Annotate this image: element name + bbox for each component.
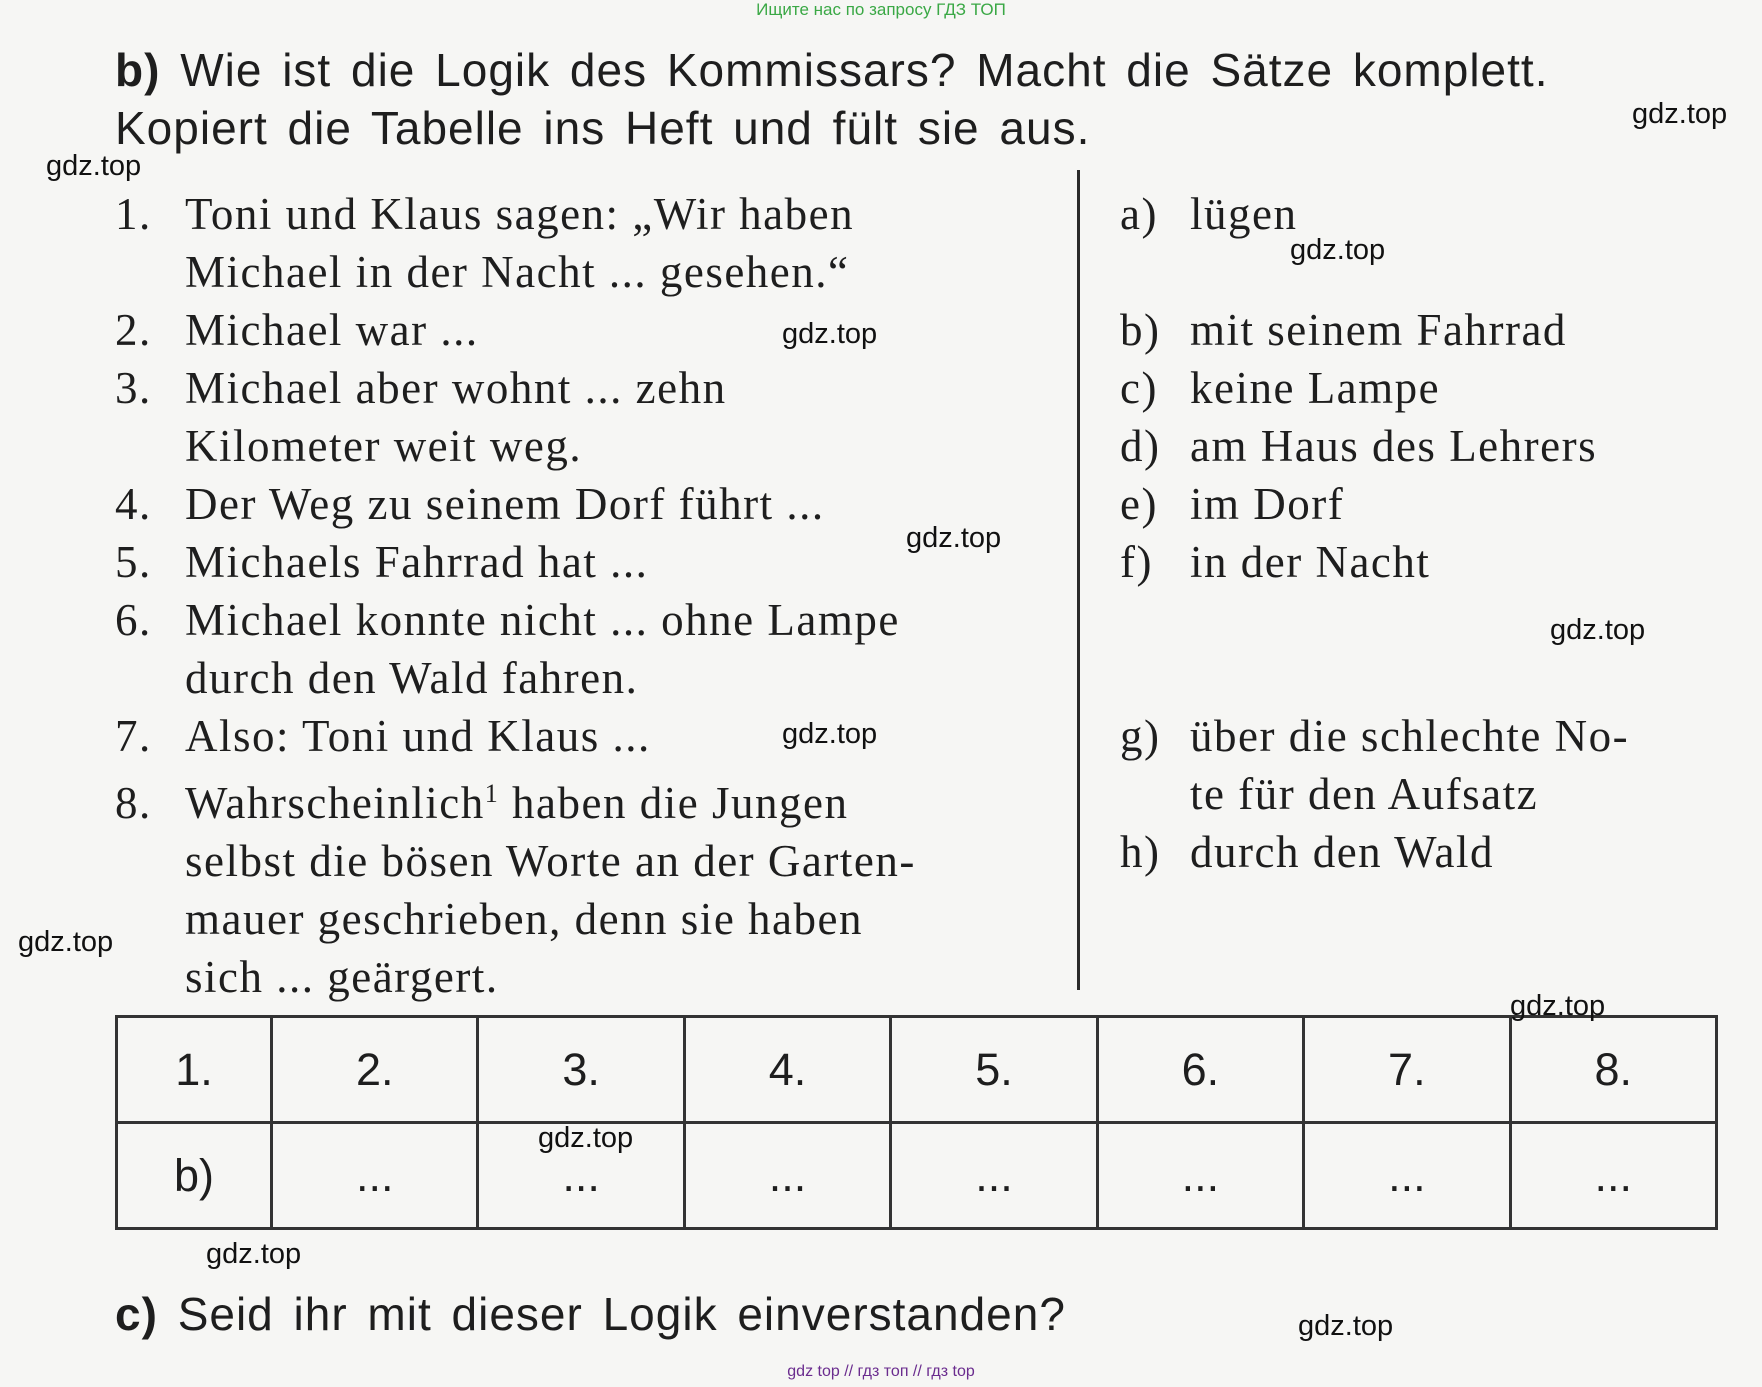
option-letter: b)	[1120, 305, 1161, 355]
table-cell: 6.	[1097, 1017, 1303, 1123]
sentence-number: 3.	[115, 363, 152, 413]
table-cell: 3.	[478, 1017, 684, 1123]
table-cell: 7.	[1304, 1017, 1510, 1123]
watermark: gdz.top	[782, 318, 878, 350]
footer-watermark: gdz top // гдз топ // гдз top	[787, 1363, 975, 1380]
option-list	[1120, 185, 1629, 881]
sentence-3: 3. Michael aber wohnt ... zehn	[115, 359, 916, 417]
option-b: b) mit seinem Fahrrad	[1120, 301, 1629, 359]
sentence-4: 4. Der Weg zu seinem Dorf führt ...	[115, 475, 916, 533]
option-letter: f)	[1120, 537, 1153, 587]
task-b-heading	[115, 41, 1715, 157]
sentence-8: 8. Wahrscheinlich$^1$ haben die Jungen	[115, 765, 916, 832]
sentence-6-cont: durch den Wald fahren.	[185, 653, 639, 703]
sentence-number: 7.	[115, 711, 152, 761]
answer-table	[115, 1015, 1718, 1230]
sentence-8-cont-1: selbst die bösen Worte an der Garten-	[185, 836, 916, 886]
option-d: d) am Haus des Lehrers	[1120, 417, 1629, 475]
table-cell: 2.	[272, 1017, 478, 1123]
watermark: gdz.top	[206, 1238, 302, 1270]
table-cell: ...	[1097, 1123, 1303, 1229]
watermark: gdz.top	[782, 718, 878, 750]
option-g: g) über die schlechte No-	[1120, 707, 1629, 765]
table-cell: ...	[272, 1123, 478, 1229]
watermark: gdz.top	[1510, 990, 1606, 1022]
search-banner: Ищите нас по запросу ГДЗ ТОП	[756, 0, 1006, 19]
task-b-text-1: Wie ist die Logik des Kommissars? Macht die Sätze komplett.	[180, 44, 1549, 96]
task-c-text: Seid ihr mit dieser Logik einverstanden?	[177, 1288, 1066, 1340]
sentence-number: 2.	[115, 305, 152, 355]
sentence-number: 4.	[115, 479, 152, 529]
option-letter: g)	[1120, 711, 1161, 761]
option-letter: d)	[1120, 421, 1161, 471]
table-header-row	[117, 1017, 1717, 1123]
table-cell: ...	[1304, 1123, 1510, 1229]
table-cell: b)	[117, 1123, 272, 1229]
sentence-8-cont-3: sich ... geärgert.	[185, 952, 499, 1002]
table-cell: ...	[1510, 1123, 1716, 1229]
table-cell: ...	[684, 1123, 890, 1229]
option-c: c) keine Lampe	[1120, 359, 1629, 417]
sentence-list	[115, 185, 916, 1006]
option-g-cont: te für den Aufsatz	[1190, 769, 1539, 819]
sentence-3-cont: Kilometer weit weg.	[185, 421, 583, 471]
column-divider	[1077, 170, 1080, 990]
sentence-5: 5. Michaels Fahrrad hat ...	[115, 533, 916, 591]
sentence-2: 2. Michael war ...	[115, 301, 916, 359]
sentence-number: 8.	[115, 778, 152, 828]
watermark: gdz.top	[1290, 234, 1386, 266]
sentence-6: 6. Michael konnte nicht ... ohne Lampe	[115, 591, 916, 649]
watermark: gdz.top	[1632, 98, 1728, 130]
task-c	[115, 1285, 1066, 1343]
option-f: f) in der Nacht	[1120, 533, 1629, 591]
sentence-number: 5.	[115, 537, 152, 587]
task-b-line-2: Kopiert die Tabelle ins Heft und fült sie aus.	[115, 102, 1091, 154]
sentence-1-cont: Michael in der Nacht ... gesehen.“	[185, 247, 850, 297]
watermark: gdz.top	[1550, 614, 1646, 646]
watermark: gdz.top	[538, 1122, 634, 1154]
footnote-marker: 1	[484, 779, 500, 808]
table-cell: 4.	[684, 1017, 890, 1123]
watermark: gdz.top	[18, 926, 114, 958]
option-a: a) lügen	[1120, 185, 1629, 243]
option-h: h) durch den Wald	[1120, 823, 1629, 881]
sentence-number: 1.	[115, 189, 152, 239]
table-row	[117, 1123, 1717, 1229]
option-e: e) im Dorf	[1120, 475, 1629, 533]
watermark: gdz.top	[1298, 1310, 1394, 1342]
watermark: gdz.top	[906, 522, 1002, 554]
option-letter: e)	[1120, 479, 1158, 529]
table-cell: ...	[478, 1123, 684, 1229]
option-letter: a)	[1120, 189, 1158, 239]
table-cell: 8.	[1510, 1017, 1716, 1123]
table-cell: ...	[891, 1123, 1097, 1229]
task-c-marker: c)	[115, 1288, 158, 1340]
task-b-line-1	[115, 41, 1715, 99]
watermark: gdz.top	[46, 150, 142, 182]
sentence-8-cont-2: mauer geschrieben, denn sie haben	[185, 894, 863, 944]
task-b-marker: b)	[115, 44, 161, 96]
option-letter: h)	[1120, 827, 1161, 877]
sentence-7: 7. Also: Toni und Klaus ...	[115, 707, 916, 765]
sentence-number: 6.	[115, 595, 152, 645]
table-cell: 5.	[891, 1017, 1097, 1123]
option-letter: c)	[1120, 363, 1158, 413]
sentence-1: 1. Toni und Klaus sagen: „Wir haben	[115, 185, 916, 243]
table-cell: 1.	[117, 1017, 272, 1123]
